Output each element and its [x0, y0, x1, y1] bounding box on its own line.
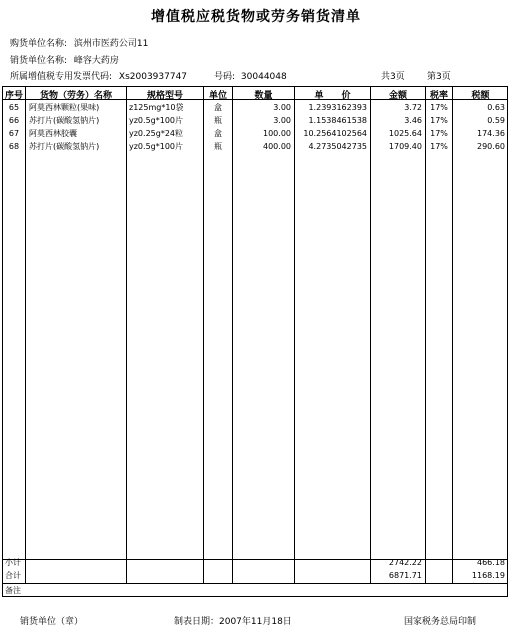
row-unit: 瓶	[214, 142, 222, 151]
invoice-code-label: 所属增值税专用发票代码:	[10, 72, 113, 82]
row-tax: 0.63	[487, 103, 505, 112]
subtotal-amount: 2742.22	[388, 558, 422, 567]
header-tax: 税额	[471, 91, 490, 101]
subtotal-tax: 466.18	[477, 558, 505, 567]
header-goods-name: 货物（劳务）名称	[39, 91, 112, 101]
row-amount: 3.46	[404, 116, 422, 125]
row-tax: 174.36	[477, 129, 505, 138]
invoice-number-value: 30044048	[240, 72, 287, 82]
row-quantity: 3.00	[273, 103, 291, 112]
remark-label: 备注	[5, 586, 21, 595]
invoice-code-line	[10, 69, 187, 82]
row-goods-name: 阿莫西林颗粒(果味)	[29, 103, 100, 112]
header-tax-rate: 税率	[429, 91, 448, 101]
row-tax: 290.60	[477, 142, 505, 151]
row-unit: 盒	[214, 129, 222, 138]
row-unit-price: 1.1538461538	[308, 116, 367, 125]
row-unit: 盒	[214, 103, 222, 112]
row-amount: 1709.40	[388, 142, 422, 151]
row-quantity: 400.00	[263, 142, 291, 151]
seller-line	[10, 53, 119, 66]
seller-value: 峰容大药房	[73, 56, 119, 66]
row-quantity: 3.00	[273, 116, 291, 125]
row-seq: 65	[8, 103, 20, 112]
total-label: 合计	[5, 571, 21, 580]
printer-note: 国家税务总局印制	[404, 617, 477, 627]
row-seq: 68	[8, 142, 20, 151]
buyer-label: 购货单位名称:	[10, 39, 68, 49]
row-spec: yz0.5g*100片	[129, 142, 184, 151]
invoice-number-label: 号码:	[214, 72, 236, 82]
row-amount: 1025.64	[388, 129, 422, 138]
row-unit-price: 1.2393162393	[308, 103, 367, 112]
header-unit-price: 单 价	[314, 91, 351, 101]
row-tax-rate: 17%	[430, 142, 448, 151]
row-seq: 66	[8, 116, 20, 125]
seller-seal: 销货单位（章）	[20, 617, 84, 627]
total-amount: 6871.71	[388, 571, 422, 580]
row-tax-rate: 17%	[430, 103, 448, 112]
header-spec: 规格型号	[146, 91, 183, 101]
subtotal-label: 小计	[5, 558, 21, 567]
buyer-value: 滨州市医药公司11	[73, 39, 149, 49]
row-goods-name: 苏打片(碳酸氢钠片)	[29, 142, 100, 151]
document-title: 增值税应税货物或劳务销货清单	[151, 9, 361, 25]
row-spec: yz0.5g*100片	[129, 116, 184, 125]
issue-date: 制表日期：2007年11月18日	[174, 617, 292, 627]
row-amount: 3.72	[404, 103, 422, 112]
row-unit: 瓶	[214, 116, 222, 125]
row-goods-name: 阿莫西林胶囊	[29, 129, 77, 138]
pages-total: 共3页	[381, 72, 405, 82]
header-quantity: 数量	[254, 91, 273, 101]
row-unit-price: 4.2735042735	[308, 142, 367, 151]
buyer-line	[10, 36, 148, 49]
row-tax-rate: 17%	[430, 116, 448, 125]
invoice-code-value: Xs2003937747	[118, 72, 188, 82]
goods-list-table	[2, 86, 508, 597]
row-spec: yz0.25g*24粒	[129, 129, 184, 138]
row-quantity: 100.00	[263, 129, 291, 138]
header-amount: 金额	[388, 91, 407, 101]
row-tax-rate: 17%	[430, 129, 448, 138]
row-spec: z125mg*10袋	[129, 103, 184, 112]
invoice-number-line	[214, 69, 287, 82]
row-tax: 0.59	[487, 116, 505, 125]
row-seq: 67	[8, 129, 20, 138]
header-seq: 序号	[4, 91, 23, 101]
row-goods-name: 苏打片(碳酸氢钠片)	[29, 116, 100, 125]
page-current: 第3页	[427, 72, 451, 82]
header-unit: 单位	[208, 91, 227, 101]
seller-label: 销货单位名称:	[10, 56, 68, 66]
total-tax: 1168.19	[471, 571, 505, 580]
row-unit-price: 10.2564102564	[303, 129, 367, 138]
